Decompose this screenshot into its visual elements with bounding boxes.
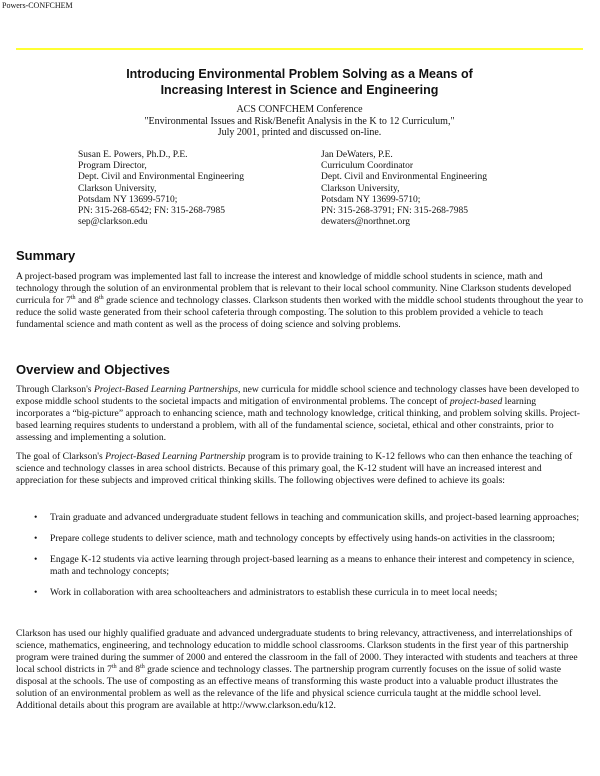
overview-text: program is to provide training to K-12 fellows who can then enhance the teaching of science and technology classes in area school districts. Because of this primary goal, the K-12 student will have an increased interest and appreciation for these subjects and improved critical thinking skills. The following objectives were defined to achieve its goals: [16, 451, 573, 486]
conference-line-1: ACS CONFCHEM Conference [236, 104, 363, 115]
term-emphasis: project-based [449, 396, 503, 407]
author-2 [321, 150, 561, 228]
overview-paragraph-3 [16, 628, 583, 712]
list-item-text: Work in collaboration with area schoolteachers and administrators to establish these curricula in to meet local needs; [50, 587, 498, 598]
summary-text-3: grade science and technology classes. Clarkson students then worked with the middle school students throughout the year to reduce the solid waste generated from their school cafeteria through composting. The solution to this problem provided a vehicle to teach fundamental science and math content as well as the process of doing science and solving problems. [16, 295, 583, 330]
overview-text: , new curricula for middle school science and technology classes have been developed to expose middle school students to the societal impacts and mitigation of environmental problems. The concept of [16, 384, 580, 407]
list-item [16, 533, 583, 545]
bullet-icon: • [34, 587, 38, 598]
summary-heading: Summary [16, 248, 76, 263]
overview-heading: Overview and Objectives [16, 362, 170, 377]
author-1-university: Clarkson University, [78, 183, 157, 194]
superscript: th [99, 295, 104, 301]
author-1-address: Potsdam NY 13699-5710; [78, 194, 178, 205]
author-1-email[interactable]: sep@clarkson.edu [78, 217, 148, 228]
author-1-phone: PN: 315-268-6542; FN: 315-268-7985 [78, 206, 225, 217]
objectives-list [16, 512, 583, 608]
overview-paragraph-1 [16, 384, 583, 444]
author-2-email[interactable]: dewaters@northnet.org [321, 217, 411, 228]
author-2-phone: PN: 315-268-3791; FN: 315-268-7985 [321, 206, 468, 217]
program-name-emphasis: Project-Based Learning Partnerships [93, 384, 239, 395]
superscript: th [140, 664, 145, 670]
summary-paragraph [16, 271, 583, 331]
overview-text: Through Clarkson's [16, 384, 94, 395]
overview-text: The goal of Clarkson's [16, 451, 106, 462]
list-item-text: Prepare college students to deliver science, math and technology concepts by effectively using hands-on activities in the classroom; [50, 533, 555, 544]
author-2-dept: Dept. Civil and Environmental Engineering [321, 172, 487, 183]
list-item [16, 587, 583, 599]
program-name-emphasis: Project-Based Learning Partnership [105, 451, 246, 462]
overview-paragraph-2 [16, 451, 583, 487]
title-line-1: Introducing Environmental Problem Solving as a Means of [126, 67, 473, 81]
summary-text-1: A project-based program was implemented last fall to increase the interest and knowledge of middle school students in science, math and technology through the solution of an environmental problem that is relevant to their local school community. Nine Clarkson students developed curricula for 7 [16, 271, 572, 306]
list-item-text: Engage K-12 students via active learning through project-based learning as a means to enhance their interest and competency in science, math and technology concepts; [50, 554, 575, 577]
title-line-2: Increasing Interest in Science and Engineering [160, 83, 439, 97]
overview-text: grade science and technology classes. The partnership program currently focuses on the issue of solid waste disposal at the schools. The use of composting as an effective means of transforming this waste product into a valuable product illustrates the solution of an environmental problem as well as the relevance of the life and physical science curricula taught at the middle school level. Additional details about this program are available at http://www.clarkson.edu/k12. [16, 664, 561, 711]
bullet-icon: • [34, 554, 38, 565]
author-1-name: Susan E. Powers, Ph.D., P.E. [78, 150, 188, 160]
list-item [16, 554, 583, 578]
author-2-role: Curriculum Coordinator [321, 161, 414, 172]
summary-text-2: and 8 [75, 295, 99, 306]
list-item [16, 512, 583, 524]
overview-text: learning incorporates a “big-picture” approach to enhancing science, math and technology knowledge, critical thinking, and problem solving skills. Project-based learning requires students to understand a problem, with all of the fundamental science, societal, ethical and other constraints, prior to assessing and implementing a solution. [16, 396, 580, 443]
overview-text: and 8 [116, 664, 141, 675]
top-rule [16, 48, 583, 50]
author-2-address: Potsdam NY 13699-5710; [321, 194, 421, 205]
conference-line-2: "Environmental Issues and Risk/Benefit Analysis in the K to 12 Curriculum," [144, 115, 455, 127]
conference-info [16, 104, 583, 139]
author-2-university: Clarkson University, [321, 183, 400, 194]
author-1 [78, 150, 318, 228]
author-1-dept: Dept. Civil and Environmental Engineering [78, 172, 244, 183]
overview-text: Clarkson has used our highly qualified graduate and advanced undergraduate students to bring relevancy, attractiveness, and interrelationships of science, mathematics, engineering, and technology education to middle school classrooms. Clarkson students in the first year of this partnership program were trained during the summer of 2000 and entered the classroom in the fall of 2000. They interacted with students and teachers at three local school districts in 7 [16, 628, 578, 675]
running-header: Powers-CONFCHEM [2, 1, 73, 10]
conference-line-3: July 2001, printed and discussed on-line. [217, 127, 382, 138]
author-2-name: Jan DeWaters, P.E. [321, 150, 393, 160]
author-1-role: Program Director, [78, 161, 147, 172]
list-item-text: Train graduate and advanced undergraduate student fellows in teaching and communication skills, and project-based learning approaches; [50, 512, 580, 523]
superscript: th [111, 664, 117, 670]
bullet-icon: • [34, 512, 38, 523]
superscript: th [70, 295, 76, 301]
bullet-icon: • [34, 533, 38, 544]
title-block [16, 66, 583, 139]
paper-title [90, 66, 510, 98]
